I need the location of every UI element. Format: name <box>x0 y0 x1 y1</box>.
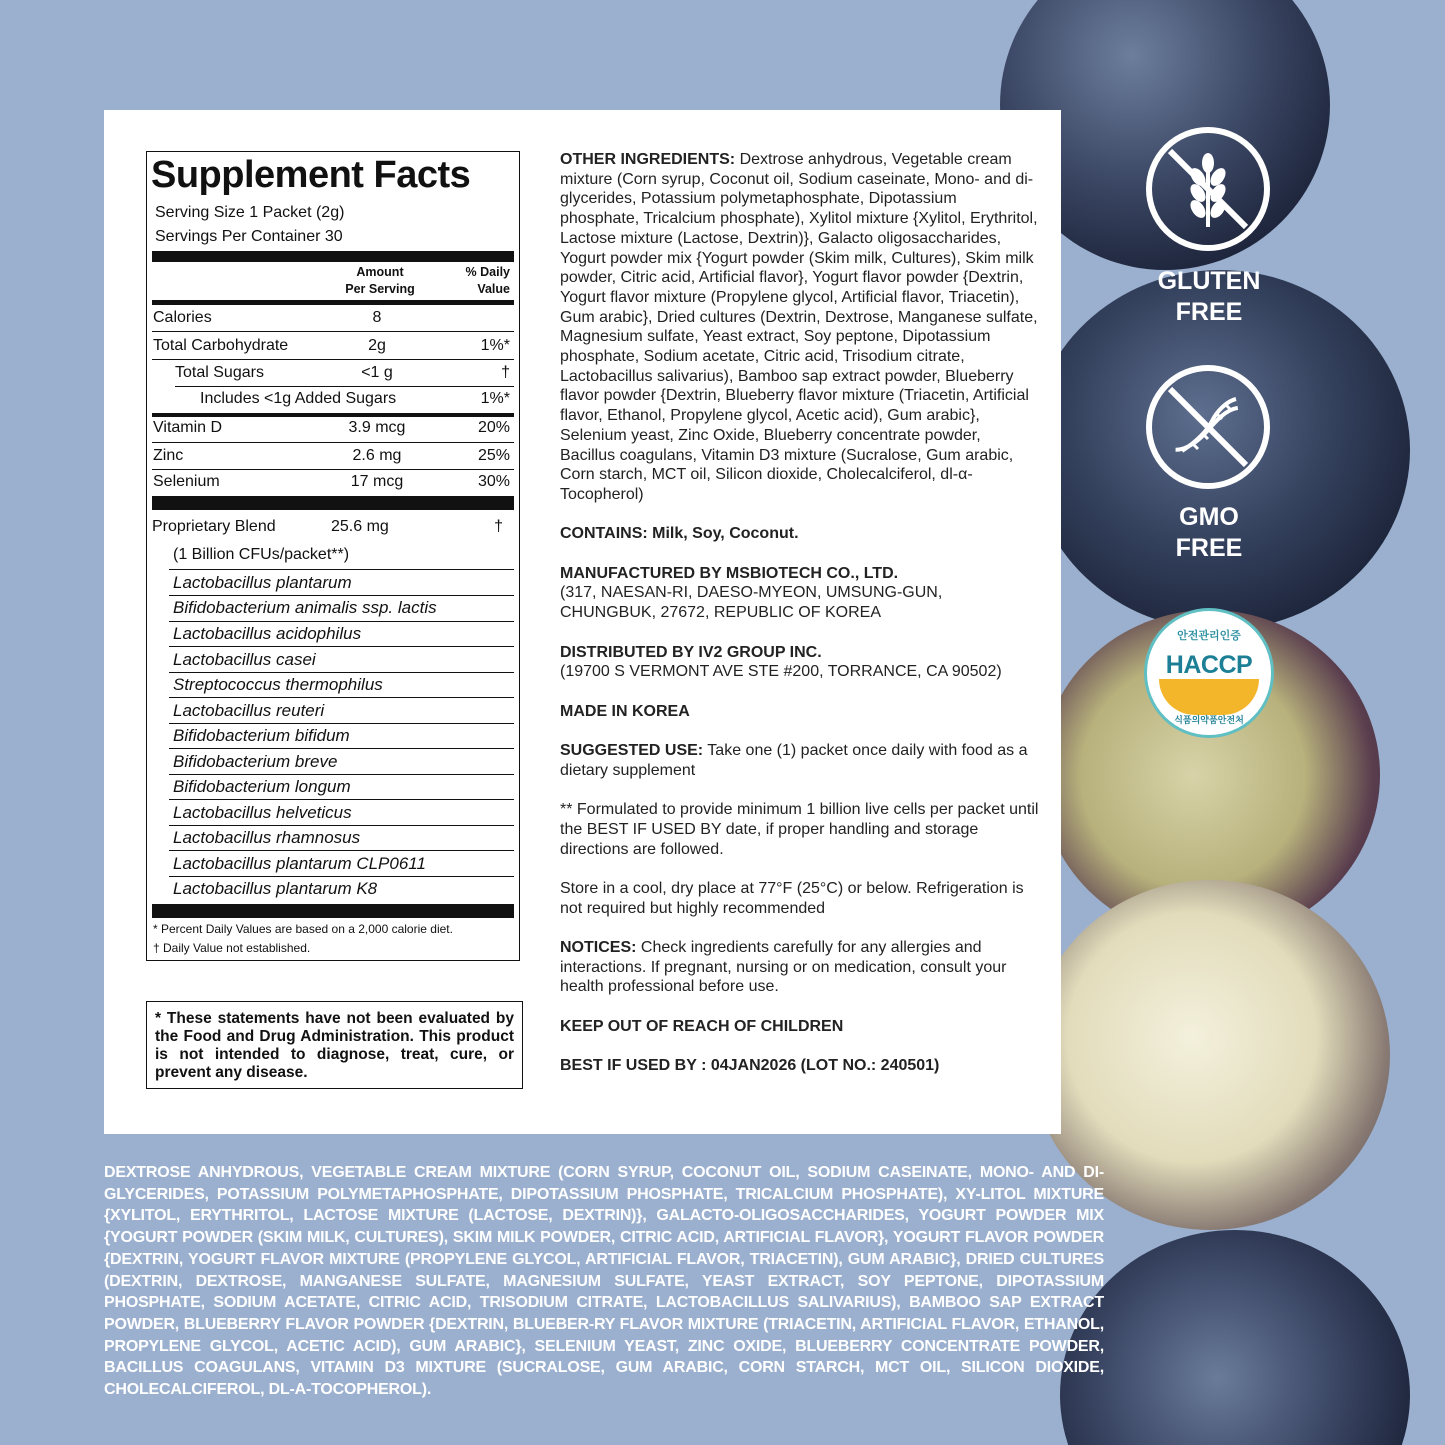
row-divider <box>152 331 514 332</box>
haccp-top-text: 안전관리인증 <box>1177 630 1241 642</box>
distributor-label: DISTRIBUTED BY IV2 GROUP INC. <box>560 643 822 661</box>
footnote-daily-values: * Percent Daily Values are based on a 2,000 calorie diet. <box>153 922 453 936</box>
row-divider <box>175 386 514 387</box>
strain-item: Streptococcus thermophilus <box>173 675 383 694</box>
gmo-free-line2: FREE <box>1175 534 1243 562</box>
distributor-address: (19700 S VERMONT AVE STE #200, TORRANCE, CA 90502) <box>560 663 1002 681</box>
other-ingredients-text: Dextrose anhydrous, Vegetable cream mixture (Corn syrup, Coconut oil, Sodium caseinate, Mono- and di- glycerides, Potassium polymetaphosphate, Dipotassium phosphate, Tricalcium phosphate), Xylitol mixture {Xylitol, Erythritol, Lactose mixture (Lactose, Dextrin)}, Galacto oligosaccharides, Yogurt powder mix {Yogurt powder (Skim milk, Cultures), Skim milk powder, Citric acid, Artificial flavor}, Yogurt flavor powder {Dextrin, Yogurt flavor mixture (Propylene glycol, Artificial flavor, Triacetin), Gum arabic}, Dried cultures (Dextrin, Dextrose, Manganese sulfate, Magnesium sulfate, Yeast extract, Soy peptone, Dipotassium phosphate, Sodium acetate, Citric acid, Trisodium citrate, Lactobacillus salivarius), Bamboo sap extract powder, Blueberry flavor powder {Dextrin, Blueberry flavor mixture (Triacetin, Artificial flavor, Ethanol, Propylene glycol, Acetic acid), Gum arabic}, Selenium yeast, Zinc Oxide, Blueberry concentrate powder, Bacillus coagulans, Vitamin D3 mixture (Sucralose, Gum arabic, Corn starch, MCT oil, Silicon dioxide, Cholecalciferol, dl-α-Tocopherol) <box>560 151 1038 503</box>
row-divider <box>152 469 514 470</box>
haccp-mark: HACCP <box>1165 651 1253 679</box>
bottom-ingredients-text: DEXTROSE ANHYDROUS, VEGETABLE CREAM MIXTURE (CORN SYRUP, COCONUT OIL, SODIUM CASEINATE, MONO- AND DI-GLYCERIDES, POTASSIUM POLYMETAPHOSPHATE, DIPOTASSIUM PHOSPHATE, TRICALCIUM PHOSPHATE), XY-LITOL MIXTURE {XYLITOL, ERYTHRITOL, LACTOSE MIXTURE (LACTOSE, DEXTRIN)}, GALACTO-OLIGOSACCHARIDES, YOGURT POWDER MIX {YOGURT POWDER (SKIM MILK, CULTURES), SKIM MILK POWDER, CITRIC ACID, ARTIFICIAL FLAVOR}, YOGURT FLAVOR POWDER {DEXTRIN, YOGURT FLAVOR MIXTURE (PROPYLENE GLYCOL, ARTIFICIAL FLAVOR, TRIACETIN), GUM ARABIC}, DRIED CULTURES (DEXTRIN, DEXTROSE, MANGANESE SULFATE, MAGNESIUM SULFATE, YEAST EXTRACT, SOY PEPTONE, DIPOTASSIUM PHOSPHATE, SODIUM ACETATE, CITRIC ACID, TRISODIUM CITRATE, LACTOBACILLUS SALIVARIUS), BAMBOO SAP EXTRACT POWDER, BLUEBERRY FLAVOR POWDER {DEXTRIN, BLUEBER-RY FLAVOR MIXTURE (TRIACETIN, ARTIFICIAL FLAVOR, ETHANOL, PROPYLENE GLYCOL, ACETIC ACID), GUM ARABIC}, SELENIUM YEAST, ZINC OXIDE, BLUEBERRY CONCENTRATE POWDER, BACILLUS COAGULANS, VITAMIN D3 MIXTURE (SUCRALOSE, GUM ARABIC, CORN STARCH, MCT OIL, SILICON DIOXIDE, CHOLECALCIFEROL, DL-A-TOCOPHEROL). <box>104 1164 1104 1399</box>
nutrient-daily-value: 20% <box>477 419 510 436</box>
storage-note: Store in a cool, dry place at 77°F (25°C) or below. Refrigeration is not required but highly recommended <box>560 879 1024 917</box>
row-divider <box>169 825 514 826</box>
keep-out <box>560 1017 1040 1037</box>
nutrient-name: Includes <1g Added Sugars <box>200 390 397 407</box>
haccp-bottom-text: 식품의약품안전처 <box>1174 715 1244 725</box>
best-by-text: BEST IF USED BY : 04JAN2026 (LOT NO.: 240501) <box>560 1057 940 1075</box>
suggested-use-label: SUGGESTED USE: <box>560 742 704 760</box>
row-divider <box>169 672 514 673</box>
distributor <box>560 643 1040 682</box>
strain-item: Bifidobacterium bifidum <box>173 726 350 745</box>
nutrient-daily-value: 30% <box>477 473 510 490</box>
row-divider <box>169 799 514 800</box>
gluten-free-label <box>1134 266 1284 328</box>
strain-item: Lactobacillus acidophilus <box>173 624 362 643</box>
blend-cfu: (1 Billion CFUs/packet**) <box>173 546 350 563</box>
nutrient-daily-value: † <box>501 364 510 381</box>
suggested-use-text: Take one (1) packet once daily with food as a dietary supplement <box>560 742 1028 779</box>
nutrient-daily-value: 1%* <box>480 337 510 354</box>
formulated-note: ** Formulated to provide minimum 1 billion live cells per packet until the BEST IF USED BY date, if proper handling and storage directions are followed. <box>560 801 1039 858</box>
strain-item: Bifidobacterium longum <box>173 777 351 796</box>
gmo-free-label <box>1134 502 1284 564</box>
manufacturer-label: MANUFACTURED BY MSBIOTECH CO., LTD. <box>560 564 899 582</box>
nutrient-name: Total Carbohydrate <box>153 337 289 354</box>
divider-thick <box>152 496 514 510</box>
other-ingredients-label: OTHER INGREDIENTS: <box>560 151 736 168</box>
nutrient-name: Total Sugars <box>175 364 264 381</box>
row-divider <box>169 697 514 698</box>
divider-medium <box>152 413 514 417</box>
strain-item: Bifidobacterium breve <box>173 752 338 771</box>
best-by <box>560 1056 1040 1076</box>
row-divider <box>169 621 514 622</box>
blueberry-image <box>1060 1230 1410 1445</box>
blend-amount: 25.6 mg <box>331 518 389 535</box>
column-header-daily-value: % Daily Value <box>465 265 510 296</box>
haccp-arc <box>1159 679 1259 715</box>
row-divider <box>152 359 514 360</box>
nutrient-amount: 2.6 mg <box>352 447 402 464</box>
notices-text: Check ingredients carefully for any allergies and interactions. If pregnant, nursing or on medication, consult your health professional before use. <box>560 939 1007 996</box>
gluten-free-line1: GLUTEN <box>1157 267 1261 295</box>
ingredient-info-column <box>560 150 1040 1096</box>
strain-item: Bifidobacterium animalis ssp. lactis <box>173 598 437 617</box>
wheat-crossed-icon <box>1146 127 1270 251</box>
fda-disclaimer-text: * These statements have not been evaluated by the Food and Drug Administration. This product is not intended to diagnose, treat, cure, or prevent any disease. <box>155 1010 514 1081</box>
fda-disclaimer-box <box>146 1001 523 1089</box>
suggested-use <box>560 741 1040 780</box>
gmo-free-line1: GMO <box>1179 503 1239 531</box>
row-divider <box>169 569 514 570</box>
nutrient-daily-value: 25% <box>477 447 510 464</box>
row-divider <box>169 876 514 877</box>
contains-text: CONTAINS: Milk, Soy, Coconut. <box>560 525 799 543</box>
strain-item: Lactobacillus plantarum <box>173 573 352 592</box>
nutrient-amount: 17 mcg <box>350 473 404 490</box>
other-ingredients <box>560 150 1040 505</box>
notices <box>560 938 1040 997</box>
nutrient-name: Selenium <box>153 473 220 490</box>
row-divider <box>169 595 514 596</box>
row-divider <box>169 748 514 749</box>
strain-item: Lactobacillus helveticus <box>173 803 352 822</box>
haccp-certification-seal <box>1144 608 1274 738</box>
nutrient-daily-value: 1%* <box>480 390 510 407</box>
row-divider <box>169 774 514 775</box>
serving-size: Serving Size 1 Packet (2g) <box>155 204 345 221</box>
manufacturer-address: (317, NAESAN-RI, DAESO-MYEON, UMSUNG-GUN, CHUNGBUK, 27672, REPUBLIC OF KOREA <box>560 584 943 622</box>
divider-thick <box>152 251 514 262</box>
blend-name: Proprietary Blend <box>152 518 276 535</box>
strain-item: Lactobacillus rhamnosus <box>173 828 361 847</box>
nutrient-amount: 8 <box>372 309 382 326</box>
dna-crossed-icon <box>1146 365 1270 489</box>
divider-thick <box>152 904 514 918</box>
notices-label: NOTICES: <box>560 939 637 956</box>
row-divider <box>169 723 514 724</box>
made-in-text: MADE IN KOREA <box>560 702 690 720</box>
strain-item: Lactobacillus casei <box>173 650 316 669</box>
contains-allergens <box>560 524 1040 544</box>
nutrient-name: Zinc <box>153 447 184 464</box>
row-divider <box>152 442 514 443</box>
facts-title: Supplement Facts <box>151 154 471 196</box>
supplement-facts-panel <box>146 151 520 961</box>
servings-per-container: Servings Per Container 30 <box>155 228 343 245</box>
nutrient-name: Vitamin D <box>153 419 223 436</box>
row-divider <box>169 646 514 647</box>
divider-medium <box>152 300 514 305</box>
column-header-amount: Amount Per Serving <box>345 265 415 296</box>
nutrient-amount: 3.9 mcg <box>348 419 406 436</box>
nutrient-name: Calories <box>153 309 212 326</box>
keep-out-text: KEEP OUT OF REACH OF CHILDREN <box>560 1017 844 1035</box>
blend-daily-value: † <box>494 518 503 535</box>
manufacturer <box>560 564 1040 623</box>
strain-item: Lactobacillus reuteri <box>173 701 325 720</box>
nutrient-amount: 2g <box>368 337 386 354</box>
made-in <box>560 702 1040 722</box>
footnote-not-established: † Daily Value not established. <box>153 941 311 955</box>
row-divider <box>169 850 514 851</box>
gluten-free-line2: FREE <box>1175 298 1243 326</box>
nutrient-amount: <1 g <box>361 364 393 381</box>
strain-item: Lactobacillus plantarum K8 <box>173 879 378 898</box>
strain-item: Lactobacillus plantarum CLP0611 <box>173 854 426 873</box>
